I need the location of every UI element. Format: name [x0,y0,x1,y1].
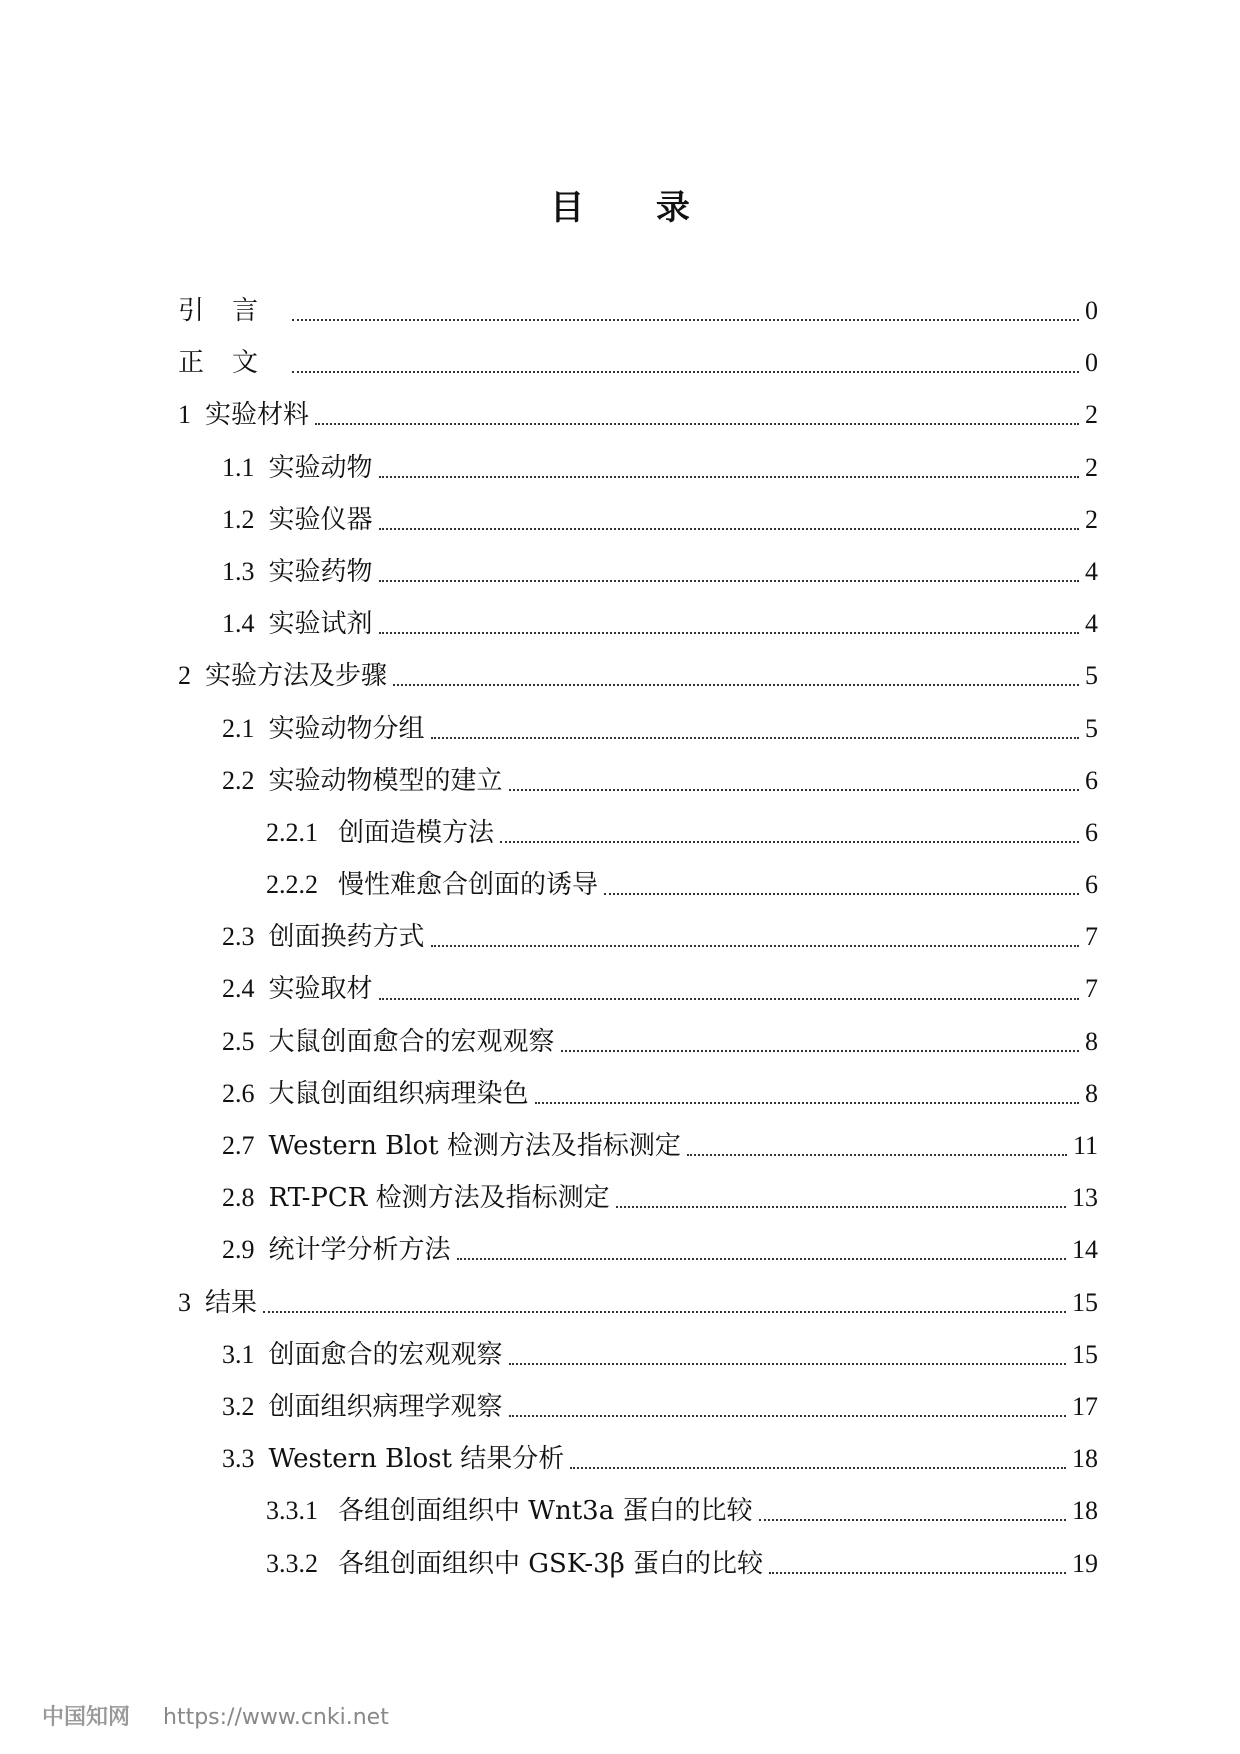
toc-entry-title: 创面组织病理学观察 [268,1391,503,1422]
toc-entry[interactable] [178,603,1098,655]
toc-entry[interactable] [178,968,1098,1020]
toc-entry-page: 4 [1085,556,1098,586]
toc-entry-number: 2.2 [222,765,255,795]
toc-leader-dots [379,632,1079,634]
toc-entry-page: 5 [1085,713,1098,743]
toc-leader-dots [292,319,1079,321]
toc-entry-title: 实验动物 [268,452,373,483]
toc-entry-number: 2.6 [222,1078,255,1108]
toc-leader-dots [431,737,1079,739]
toc-entry-title: 创面愈合的宏观观察 [268,1339,503,1370]
toc-entry-title: 慢性难愈合创面的诱导 [338,870,599,901]
toc-entry-title: 各组创面组织中 Wnt3a 蛋白的比较 [338,1496,753,1527]
toc-entry-page: 2 [1085,504,1098,534]
toc-entry-page: 7 [1085,974,1098,1004]
toc-entry-number: 3.2 [222,1391,255,1421]
toc-entry[interactable] [178,447,1098,499]
toc-leader-dots [769,1572,1066,1574]
toc-entry-title: Western Blot 检测方法及指标测定 [268,1131,681,1161]
toc-entry-number: 2.1 [222,713,255,743]
toc-entry[interactable] [178,1282,1098,1334]
toc-entry[interactable] [178,916,1098,968]
toc-leader-dots [535,1102,1079,1104]
toc-entry-title: 实验动物分组 [268,713,425,744]
toc-entry-number: 1.4 [222,609,255,639]
toc-entry[interactable] [178,760,1098,812]
table-of-contents [178,290,1098,1595]
toc-leader-dots [509,789,1079,791]
toc-leader-dots [379,580,1079,582]
toc-entry-title: 创面换药方式 [268,922,425,953]
toc-entry-number: 2 [178,661,191,691]
toc-entry[interactable] [178,1334,1098,1386]
toc-leader-dots [457,1258,1066,1260]
toc-leader-dots [500,841,1079,843]
toc-entry[interactable] [178,655,1098,707]
toc-entry-title: RT-PCR 检测方法及指标测定 [268,1183,610,1214]
toc-entry-number: 1.2 [222,504,255,534]
toc-entry-page: 4 [1085,609,1098,639]
page-title: 目 录 [550,188,720,228]
toc-entry-title: 实验材料 [205,400,310,431]
toc-entry[interactable] [178,1021,1098,1073]
toc-entry-number: 1.1 [222,452,255,482]
toc-entry-page: 6 [1085,817,1098,847]
toc-entry-number: 3.3.1 [266,1496,318,1526]
toc-entry-number: 3 [178,1287,191,1317]
toc-leader-dots [509,1415,1066,1417]
footer-url[interactable]: https://www.cnki.net [163,1705,389,1730]
toc-entry-number: 2.7 [222,1131,255,1160]
toc-entry-number: 2.2.2 [266,870,318,900]
toc-entry-number: 2.9 [222,1235,255,1265]
toc-entry-title: 正文 [178,348,287,379]
toc-entry[interactable] [178,708,1098,760]
toc-entry[interactable] [178,1073,1098,1125]
toc-entry-number: 2.8 [222,1183,255,1213]
toc-entry[interactable] [178,864,1098,916]
toc-entry[interactable] [178,290,1098,342]
toc-entry[interactable] [178,1177,1098,1229]
toc-leader-dots [292,371,1079,373]
toc-entry-page: 7 [1085,922,1098,952]
toc-entry-number: 2.5 [222,1026,255,1056]
toc-leader-dots [759,1519,1067,1521]
cnki-logo: 中国知网 [42,1705,131,1730]
toc-entry-number: 3.1 [222,1339,255,1369]
toc-entry-title: 结果 [205,1287,258,1318]
toc-entry-page: 6 [1085,765,1098,795]
toc-entry-number: 1.3 [222,556,255,586]
toc-entry-number: 3.3 [222,1444,255,1474]
toc-entry-page: 2 [1085,400,1098,430]
toc-leader-dots [687,1154,1067,1156]
toc-leader-dots [431,945,1079,947]
toc-entry-page: 18 [1072,1444,1098,1474]
toc-entry-page: 5 [1085,661,1098,691]
toc-entry-page: 19 [1072,1548,1098,1578]
toc-entry[interactable] [178,551,1098,603]
toc-leader-dots [263,1311,1066,1313]
toc-entry-title: 大鼠创面组织病理染色 [268,1078,529,1109]
toc-entry-number: 1 [178,400,191,430]
toc-entry-page: 14 [1072,1235,1098,1265]
toc-entry-number: 2.4 [222,974,255,1004]
toc-leader-dots [604,893,1079,895]
toc-entry-number: 3.3.2 [266,1548,318,1578]
toc-entry-title: 各组创面组织中 GSK-3β 蛋白的比较 [338,1548,764,1579]
toc-entry-page: 13 [1072,1183,1098,1213]
toc-entry-page: 15 [1072,1287,1098,1317]
toc-entry-page: 18 [1072,1496,1098,1526]
toc-entry[interactable] [178,499,1098,551]
toc-leader-dots [509,1363,1066,1365]
toc-entry-title: 统计学分析方法 [268,1235,451,1266]
toc-entry-title: Western Blost 结果分析 [268,1444,565,1475]
toc-entry[interactable] [178,394,1098,446]
toc-leader-dots [616,1206,1066,1208]
toc-entry[interactable] [178,1543,1098,1595]
toc-entry-title: 引言 [178,296,287,326]
toc-entry-title: 创面造模方法 [338,817,495,848]
toc-entry-page: 11 [1072,1131,1098,1160]
toc-entry[interactable] [178,1490,1098,1542]
toc-entry-number: 2.3 [222,922,255,952]
footer [42,1700,389,1731]
toc-entry-title: 实验试剂 [268,609,373,640]
toc-entry-page: 8 [1085,1078,1098,1108]
toc-leader-dots [315,423,1079,425]
toc-leader-dots [393,684,1079,686]
toc-entry-title: 大鼠创面愈合的宏观观察 [268,1026,555,1057]
toc-entry[interactable] [178,1386,1098,1438]
toc-entry-page: 8 [1085,1026,1098,1056]
toc-entry-title: 实验方法及步骤 [205,661,388,692]
toc-entry[interactable] [178,342,1098,394]
toc-entry-page: 0 [1085,348,1098,378]
toc-leader-dots [561,1050,1079,1052]
toc-entry-title: 实验取材 [268,974,373,1005]
toc-entry[interactable] [178,1438,1098,1490]
toc-leader-dots [379,998,1079,1000]
toc-leader-dots [379,476,1079,478]
toc-leader-dots [379,528,1079,530]
toc-entry-title: 实验药物 [268,556,373,587]
toc-entry[interactable] [178,812,1098,864]
toc-entry-page: 17 [1072,1391,1098,1421]
toc-entry[interactable] [178,1125,1098,1177]
toc-leader-dots [570,1467,1066,1469]
toc-entry-title: 实验仪器 [268,504,373,535]
toc-entry-page: 2 [1085,452,1098,482]
toc-entry-page: 0 [1085,296,1098,325]
toc-entry-title: 实验动物模型的建立 [268,765,503,796]
toc-entry[interactable] [178,1229,1098,1281]
toc-entry-page: 15 [1072,1339,1098,1369]
toc-entry-page: 6 [1085,870,1098,900]
toc-entry-number: 2.2.1 [266,817,318,847]
